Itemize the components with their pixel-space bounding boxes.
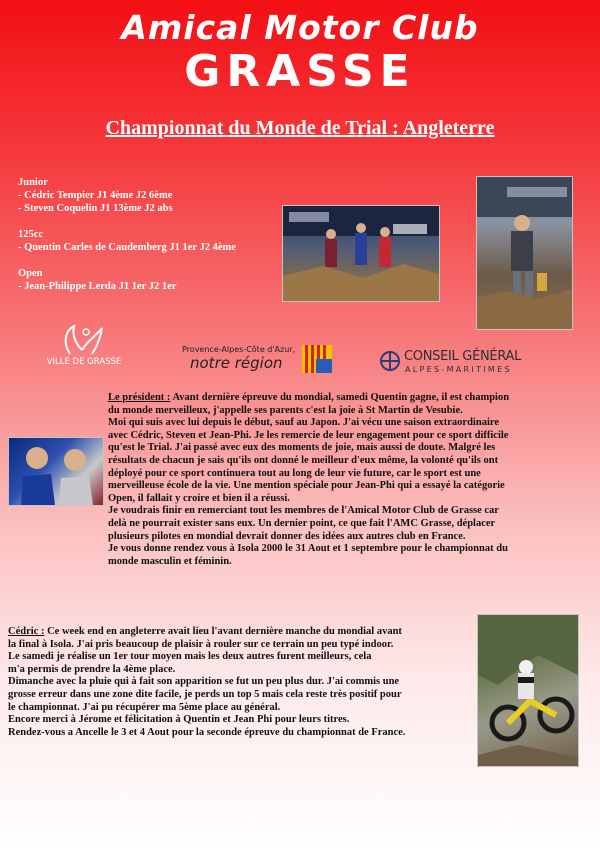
riders-portrait-photo <box>8 437 104 506</box>
region-logo-line1: Provence-Alpes-Côte d'Azur, <box>182 345 296 354</box>
results-list <box>18 176 278 293</box>
result-category: Open <box>18 268 43 279</box>
result-entry: - Quentin Carles de Caudemberg J1 1er J2 4ème <box>18 242 236 253</box>
conseil-general-title: CONSEIL GÉNÉRAL <box>404 349 522 364</box>
president-message: Le président : Avant dernière épreuve du mondial, samedi Quentin gagne, il est champion du monde merveilleux, j'appelle ses parents c'est la joie à St Martin de Vesubie. Moi qui suis avec lui depuis le début, sauf au Japon. J'ai vécu une saison extraordinaire avec Cédric, Steven et Jean-Phi. Je les remercie de leur engagement pour ce sport difficile qu'est le Trial. J'ai passé avec eux des moments de joie, mais aussi de doute. Malgré les résultats de chacun je sais qu'ils ont donné le meilleur d'eux même, la volonté qu'ils ont déployé pour ce sport continuera tout au long de leur vie future, car le sport est une merveilleuse école de la vie. Une mention spéciale pour Jean-Phi qui a essayé la catégorie Open, il fallait y croire et bien il a réussi. Je voudrais finir en remerciant tout les membres de l'Amical Motor Club de Grasse car delà ne pourrait exister sans eux. Un dernier point, ce que fait l'AMC Grasse, déplacer plusieurs pilotes en mondial devrait donner des idées aux autres club en France. Je vous donne rendez vous à Isola 2000 le 31 Aout et 1 septembre pour le championnat du monde masculin et féminin. <box>108 392 510 567</box>
podium-photo <box>282 205 440 302</box>
conseil-general-subtitle: ALPES-MARITIMES <box>405 365 512 374</box>
rider-photo <box>476 176 573 330</box>
grasse-logo-text: VILLE DE GRASSE <box>46 357 122 367</box>
result-category: 125cc <box>18 229 44 240</box>
trial-action-photo <box>477 614 579 767</box>
cedric-message: Cédric : Ce week end en angleterre avait lieu l'avant dernière manche du mondial avant la final à Isola. J'ai pris beaucoup de plaisir à rouler sur ce terrain un peu typé indoor. Le samedi je réalise un 1er tour moyen mais les deux autres furent meilleurs, cela m'a permis de prendre la 4ème place. Dimanche avec la pluie qui à fait son apparition se fut un peu plus dur. J'ai commis une grosse erreur dans une zone dite facile, je perds un top 5 mais cela reste très positif pour le championnat. J'ai pu récupérer ma 5ème place au général. Encore merci à Jérome et félicitation à Quentin et Jean Phi pour leurs titres. Rendez-vous a Ancelle le 3 et 4 Aout pour la seconde épreuve du championnat de France. <box>8 626 406 738</box>
cedric-label: Cédric : <box>8 626 45 637</box>
conseil-general-icon <box>380 351 400 371</box>
club-name: Amical Motor Club <box>121 8 479 47</box>
result-entry: - Steven Coquelin J1 13ème J2 abs <box>18 203 173 214</box>
result-entry: - Cédric Tempier J1 4ème J2 6ème <box>18 190 173 201</box>
result-entry: - Jean-Philippe Lerda J1 1er J2 1er <box>18 281 177 292</box>
result-category: Junior <box>18 177 48 188</box>
region-logo-line2: notre région <box>190 354 283 372</box>
president-label: Le président : <box>108 392 171 403</box>
page-title: Championnat du Monde de Trial : Angleterre <box>105 117 495 139</box>
club-city: GRASSE <box>184 46 416 97</box>
region-shield-icon <box>302 345 332 373</box>
